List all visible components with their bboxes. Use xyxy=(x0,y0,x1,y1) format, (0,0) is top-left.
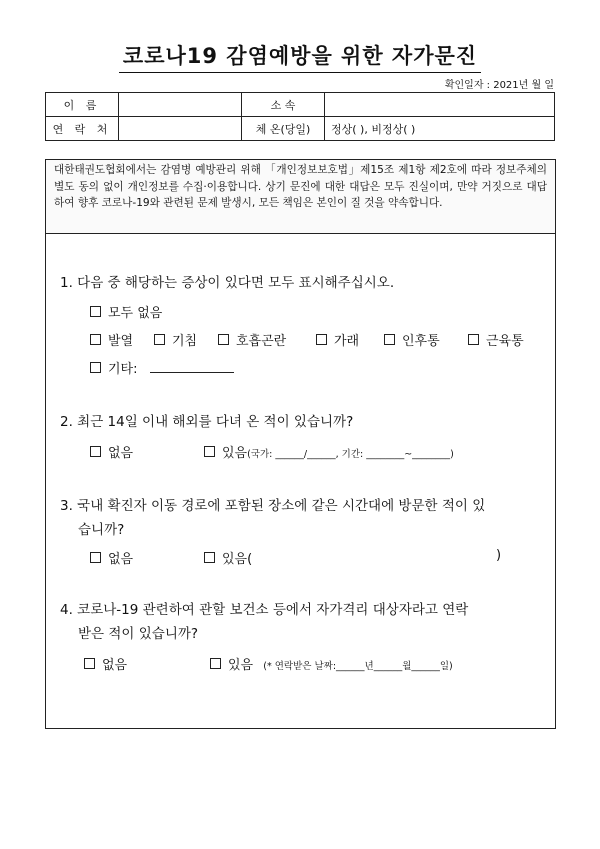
q1-option-cough[interactable]: 기침 xyxy=(154,330,197,349)
question-3: 3. 국내 확진자 이동 경로에 포함된 장소에 같은 시간대에 방문한 적이 있 습니까? xyxy=(60,498,486,538)
q1-option-sore-throat[interactable]: 인후통 xyxy=(384,330,440,349)
q1-option-phlegm[interactable]: 가래 xyxy=(316,330,359,349)
q2-detail: (국가: ______/______, 기간: ________~________) xyxy=(247,449,454,460)
q1-option-muscle-pain[interactable]: 근육통 xyxy=(468,330,524,349)
q4-option-yes[interactable]: 있음 (* 연락받은 날짜:______년______월______일) xyxy=(210,654,453,673)
checkbox-icon[interactable] xyxy=(90,306,101,317)
title-text: 코로나19 감염예방을 위한 자가문진 xyxy=(119,40,481,73)
privacy-notice: 대한태권도협회에서는 감염병 예방관리 위해 「개인정보보호법」제15조 제1항 제2호에 따라 정보주체의 별도 동의 없이 개인정보를 수집·이용합니다. 상기 문진에 대한 대답은 모두 진실이며, 만약 거짓으로 대답하여 향후 코로나-19와 관련된 문제 발생시, 모든 책임은 본인이 질 것을 약속합니다. xyxy=(46,160,555,234)
checkbox-icon[interactable] xyxy=(316,334,327,345)
question-1: 1. 다음 중 해당하는 증상이 있다면 모두 표시해주십시오. xyxy=(60,275,395,291)
q1-option-fever[interactable]: 발열 xyxy=(90,330,133,349)
question-4: 4. 코로나-19 관련하여 관할 보건소 등에서 자가격리 대상자라고 연락 받은 적이 있습니까? xyxy=(60,602,469,642)
affiliation-label: 소 속 xyxy=(242,93,325,117)
q3-option-yes[interactable]: 있음( xyxy=(204,548,252,567)
checkbox-icon[interactable] xyxy=(210,658,221,669)
q4-option-no[interactable]: 없음 xyxy=(84,654,127,673)
questionnaire-frame xyxy=(45,159,556,729)
q1-option-other[interactable]: 기타: xyxy=(90,358,234,377)
checkbox-icon[interactable] xyxy=(154,334,165,345)
checkbox-icon[interactable] xyxy=(204,552,215,563)
q2-option-no[interactable]: 없음 xyxy=(90,442,133,461)
temperature-field[interactable]: 정상( ), 비정상( ) xyxy=(325,117,555,141)
q4-detail: (* 연락받은 날짜:______년______월______일) xyxy=(263,661,453,672)
checkbox-icon[interactable] xyxy=(218,334,229,345)
name-label: 이 름 xyxy=(46,93,119,117)
page-title xyxy=(0,40,600,73)
question-2: 2. 최근 14일 이내 해외를 다녀 온 적이 있습니까? xyxy=(60,414,354,430)
other-symptom-blank[interactable] xyxy=(150,372,234,373)
checkbox-icon[interactable] xyxy=(90,334,101,345)
q3-option-no[interactable]: 없음 xyxy=(90,548,133,567)
checkbox-icon[interactable] xyxy=(204,446,215,457)
contact-label: 연 락 처 xyxy=(46,117,119,141)
q1-option-none[interactable]: 모두 없음 xyxy=(90,302,162,321)
checkbox-icon[interactable] xyxy=(468,334,479,345)
q1-option-dyspnea[interactable]: 호흡곤란 xyxy=(218,330,286,349)
checkbox-icon[interactable] xyxy=(84,658,95,669)
checkbox-icon[interactable] xyxy=(90,552,101,563)
checkbox-icon[interactable] xyxy=(384,334,395,345)
checkbox-icon[interactable] xyxy=(90,446,101,457)
temperature-label: 체 온(당일) xyxy=(242,117,325,141)
contact-field[interactable] xyxy=(119,117,242,141)
q2-option-yes[interactable]: 있음(국가: ______/______, 기간: ________~________) xyxy=(204,442,454,461)
name-field[interactable] xyxy=(119,93,242,117)
confirmation-date: 확인일자 : 2021년 월 일 xyxy=(444,80,554,91)
info-table xyxy=(45,92,555,141)
affiliation-field[interactable] xyxy=(325,93,555,117)
q3-close-paren: ) xyxy=(496,548,502,563)
checkbox-icon[interactable] xyxy=(90,362,101,373)
